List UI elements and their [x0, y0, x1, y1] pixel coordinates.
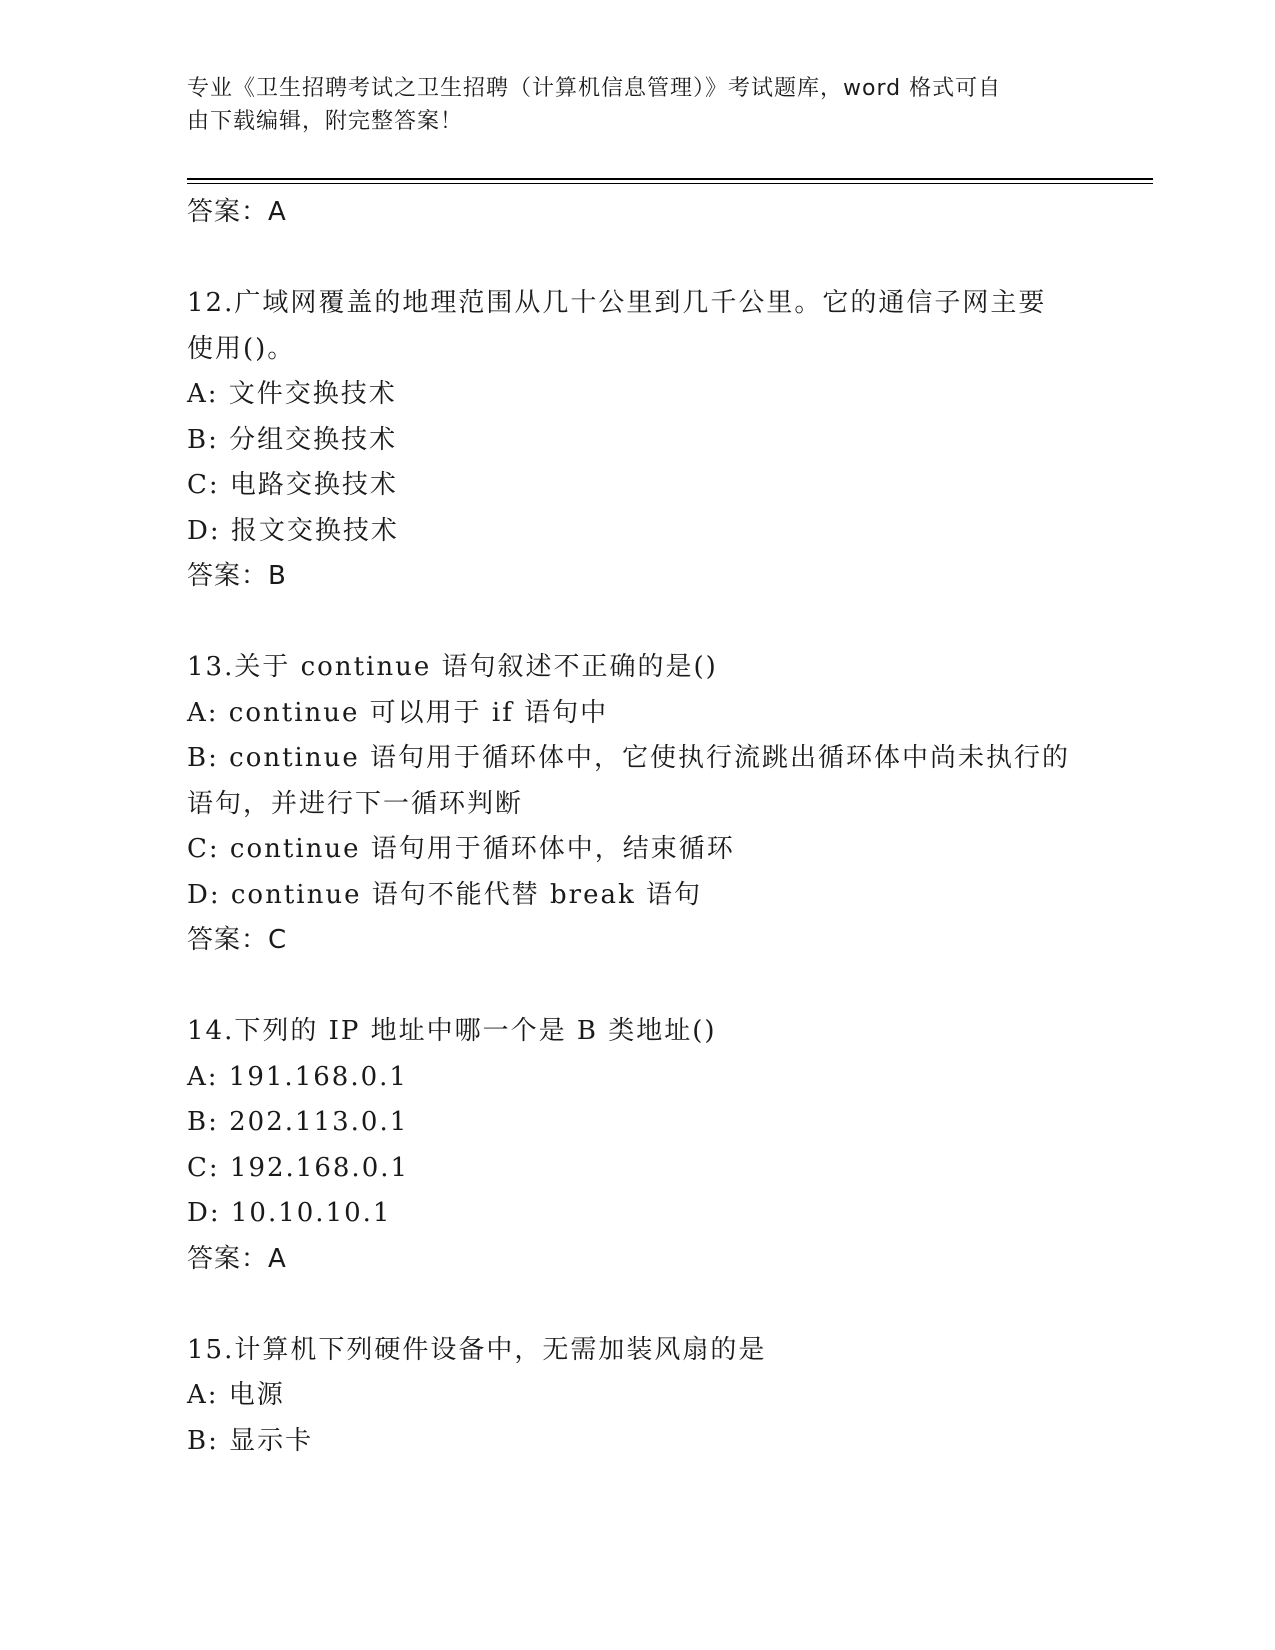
previous-answer: 答案：A — [187, 197, 287, 227]
spacer — [187, 1282, 1087, 1328]
answer: 答案：B — [187, 561, 287, 591]
option-b: B: 显示卡 — [187, 1425, 314, 1456]
option-b: B: 分组交换技术 — [187, 424, 398, 455]
option-c: C: 电路交换技术 — [187, 470, 398, 500]
option-d: D: continue 语句不能代替 break 语句 — [187, 879, 702, 910]
header-line-1: 专业《卫生招聘考试之卫生招聘（计算机信息管理）》考试题库，word 格式可自 — [187, 76, 1002, 101]
option-a: A: 电源 — [187, 1380, 285, 1410]
spacer — [187, 236, 1087, 282]
question-stem: 15.计算机下列硬件设备中，无需加装风扇的是 — [187, 1334, 767, 1365]
question-12 — [187, 281, 1087, 600]
header-line-2: 由下载编辑，附完整答案！ — [187, 109, 464, 134]
option-c: C: 192.168.0.1 — [187, 1152, 410, 1183]
spacer — [187, 600, 1087, 646]
option-a: A: 文件交换技术 — [187, 379, 397, 409]
spacer — [187, 964, 1087, 1010]
option-b: B: continue 语句用于循环体中，它使执行流跳出循环体中尚未执行的 — [187, 743, 1070, 773]
option-d: D: 报文交换技术 — [187, 515, 399, 546]
header-divider-thin — [187, 183, 1153, 184]
document-header — [187, 72, 1067, 138]
question-list — [187, 190, 1087, 1464]
option-c: C: continue 语句用于循环体中，结束循环 — [187, 834, 735, 864]
question-14 — [187, 1009, 1087, 1282]
option-b: B: 202.113.0.1 — [187, 1107, 409, 1137]
question-15 — [187, 1328, 1087, 1465]
option-d: D: 10.10.10.1 — [187, 1198, 392, 1228]
option-a: A: continue 可以用于 if 语句中 — [187, 697, 609, 728]
option-b-continued: 语句，并进行下一循环判断 — [187, 788, 524, 819]
question-stem: 12.广域网覆盖的地理范围从几十公里到几千公里。它的通信子网主要 — [187, 288, 1047, 318]
question-stem: 14.下列的 IP 地址中哪一个是 B 类地址() — [187, 1016, 717, 1046]
question-13 — [187, 645, 1087, 964]
option-a: A: 191.168.0.1 — [187, 1061, 408, 1092]
header-divider-thick — [187, 178, 1153, 180]
answer: 答案：A — [187, 1243, 287, 1274]
question-stem: 13.关于 continue 语句叙述不正确的是() — [187, 652, 718, 682]
answer: 答案：C — [187, 925, 288, 955]
question-stem-continued: 使用()。 — [187, 333, 296, 364]
